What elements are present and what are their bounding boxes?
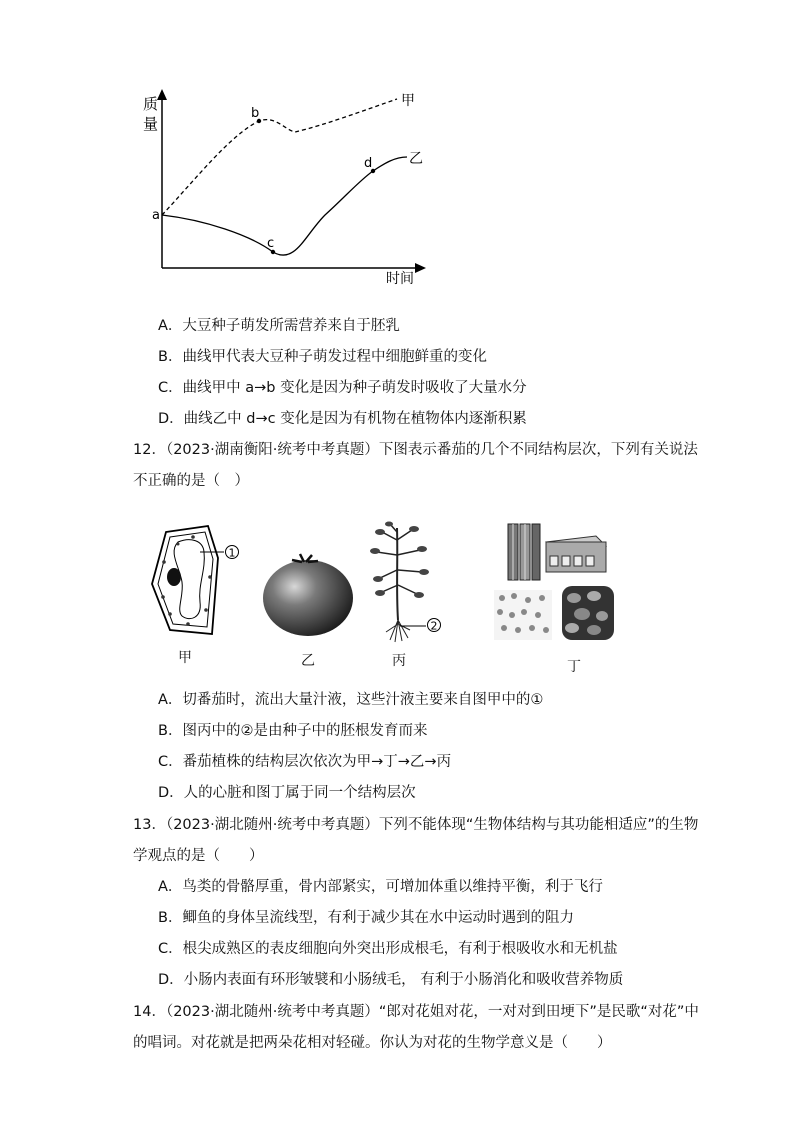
- curve-yi: [162, 157, 407, 255]
- tissue-mechanical: [562, 586, 614, 640]
- marker-2: 2: [430, 619, 438, 633]
- point-label-b: b: [251, 106, 260, 121]
- q11-option-b: B．曲线甲代表大豆种子萌发过程中细胞鲜重的变化: [158, 349, 487, 365]
- q14-stem-line1: 14．（2023·湖北随州·统考中考真题）“郎对花姐对花，一对对到田埂下”是民歌“对花”中: [133, 1004, 699, 1020]
- figure-label-yi: 乙: [301, 653, 315, 669]
- marker-1: 1: [228, 546, 236, 560]
- growth-graph: [135, 85, 435, 290]
- q12-stem-line1: 12．（2023·湖南衡阳·统考中考真题）下图表示番茄的几个不同结构层次，下列有关说法: [133, 442, 698, 458]
- q13-option-d: D．小肠内表面有环形皱襞和小肠绒毛， 有利于小肠消化和吸收营养物质: [158, 972, 624, 988]
- q12-stem-line2: 不正确的是（ ）: [133, 473, 249, 489]
- q13-option-a: A．鸟类的骨骼厚重，骨内部紧实，可增加体重以维持平衡，利于飞行: [158, 879, 603, 895]
- figure-label-ding: 丁: [567, 659, 581, 675]
- y-label-1: 质: [143, 95, 159, 113]
- q14-stem-line2: 的唱词。对花就是把两朵花相对轻碰。你认为对花的生物学意义是（ ）: [133, 1035, 612, 1051]
- q11-option-a: A．大豆种子萌发所需营养来自于胚乳: [158, 318, 400, 334]
- plant-roots: [386, 620, 410, 642]
- tomato-figure: [260, 552, 356, 638]
- series-label-yi: 乙: [409, 151, 423, 167]
- tomato-plant-figure: [362, 520, 452, 648]
- q13-stem-line2: 学观点的是（ ）: [133, 848, 264, 864]
- plant-cell-figure: [148, 522, 248, 642]
- tomato-body: [263, 560, 353, 636]
- q11-option-c: C．曲线甲中 a→b 变化是因为种子萌发时吸收了大量水分: [158, 380, 527, 396]
- y-axis-arrow: [157, 89, 167, 100]
- tissue-parenchyma: [494, 590, 552, 640]
- figure-label-jia: 甲: [178, 650, 192, 666]
- q13-option-b: B．鲫鱼的身体呈流线型，有利于减少其在水中运动时遇到的阻力: [158, 910, 574, 926]
- point-label-c: c: [267, 236, 275, 251]
- y-label-2: 量: [143, 115, 159, 133]
- nucleus: [167, 568, 181, 586]
- q12-option-d: D．人的心脏和图丁属于同一个结构层次: [158, 785, 416, 801]
- tissue-protective: [546, 536, 606, 572]
- q11-option-d: D．曲线乙中 d→c 变化是因为有机物在植物体内逐渐积累: [158, 411, 527, 427]
- figure-label-bing: 丙: [392, 653, 406, 669]
- point-label-d: d: [364, 156, 373, 171]
- tissues-figure: [490, 520, 620, 648]
- q13-option-c: C．根尖成熟区的表皮细胞向外突出形成根毛，有利于根吸收水和无机盐: [158, 941, 618, 957]
- q12-option-c: C．番茄植株的结构层次依次为甲→丁→乙→丙: [158, 754, 452, 770]
- x-label: 时间: [386, 271, 414, 287]
- q12-option-b: B．图丙中的②是由种子中的胚根发育而来: [158, 723, 428, 739]
- point-label-a: a: [152, 208, 160, 223]
- x-axis-arrow: [415, 263, 426, 273]
- q13-stem-line1: 13．（2023·湖北随州·统考中考真题）下列不能体现“生物体结构与其功能相适应”的生物: [133, 817, 699, 833]
- plant-stem: [397, 528, 398, 620]
- tissue-conducting: [508, 524, 540, 580]
- q12-option-a: A．切番茄时，流出大量汁液，这些汁液主要来自图甲中的①: [158, 692, 544, 708]
- series-label-jia: 甲: [401, 93, 415, 109]
- curve-jia: [162, 99, 397, 215]
